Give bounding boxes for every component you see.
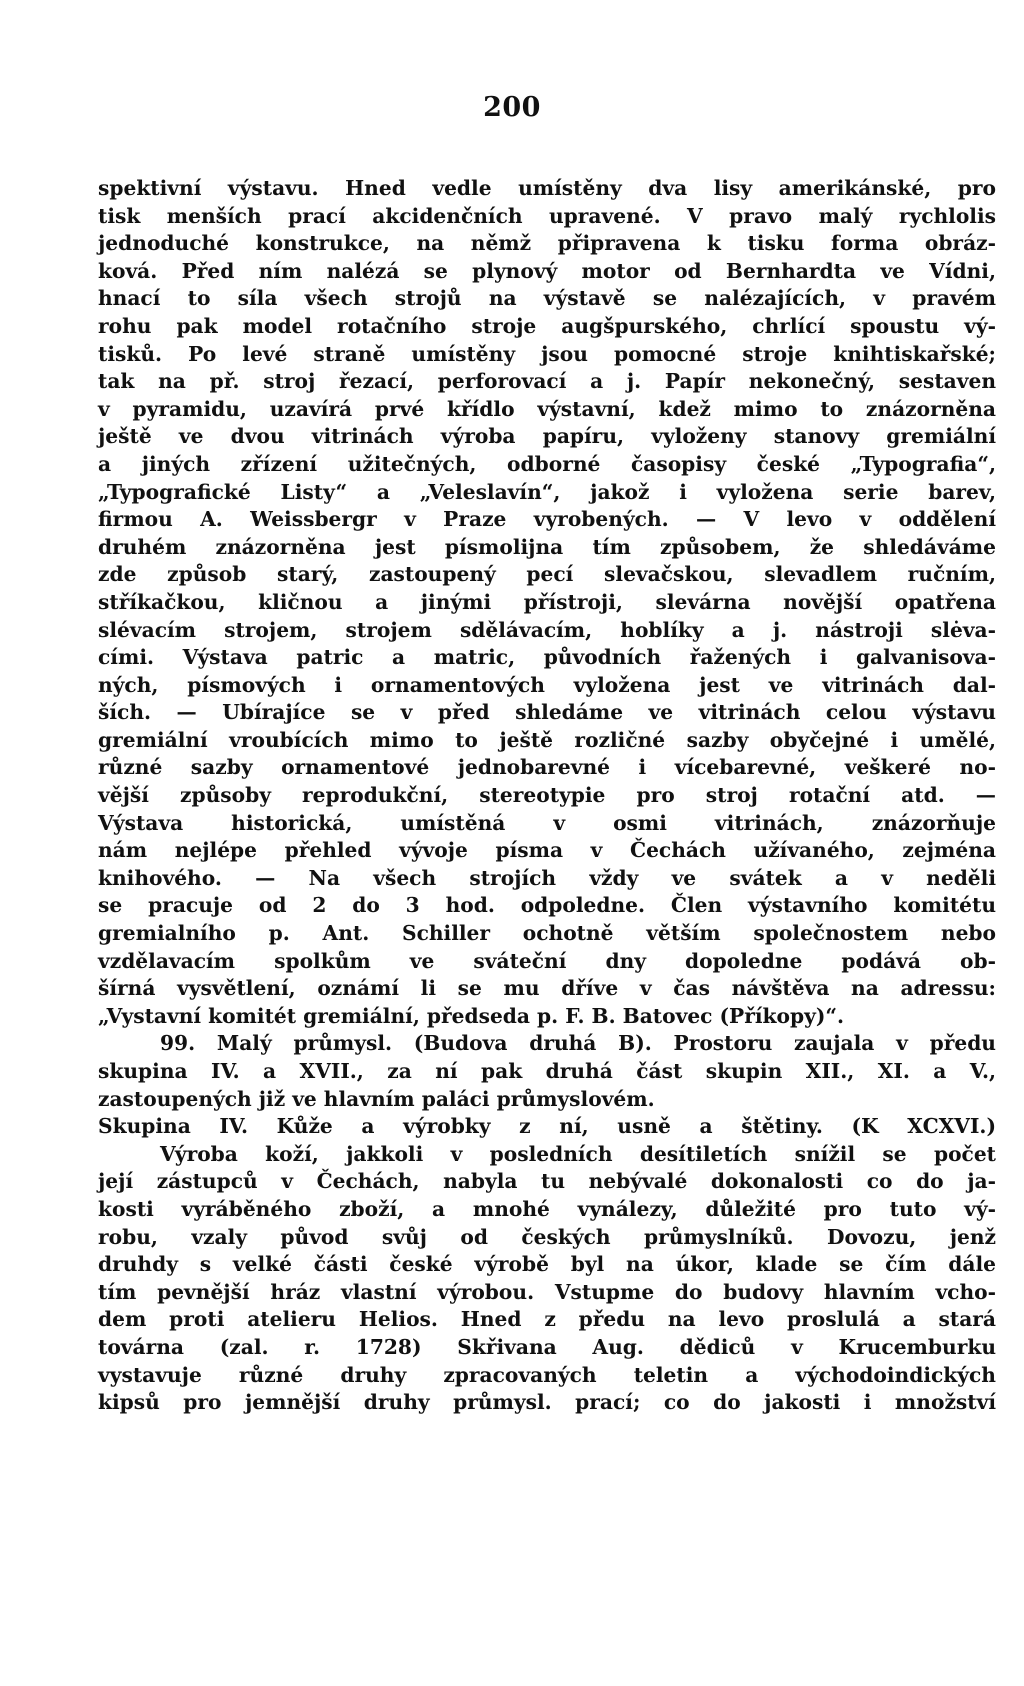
text-line: „Vystavní komitét gremiální, předseda p. F. B. Batovec (Příkopy)“. (98, 1003, 845, 1028)
text-line: druhém znázorněna jest písmolijna tím způsobem, že shledáváme (98, 534, 996, 559)
text-line: ková. Před ním nalézá se plynový motor od Bernhardta ve Vídni, (98, 258, 996, 283)
text-line: cími. Výstava patric a matric, původních řažených i galvanisova- (98, 645, 996, 670)
text-line: továrna (zal. r. 1728) Skřivana Aug. dědiců v Krucemburku (98, 1334, 996, 1359)
text-line: v pyramidu, uzavírá prvé křídlo výstavní, kdež mimo to znázorněna (98, 396, 996, 421)
text-line: a jiných zřízení užitečných, odborné časopisy české „Typografia“, (98, 451, 996, 476)
text-line: ných, písmových i ornamentových vyložena jest ve vitrinách dal- (98, 672, 996, 697)
text-line: „Typografické Listy“ a „Veleslavín“, jakož i vyložena serie barev, (98, 479, 996, 504)
text-line: dem proti atelieru Helios. Hned z předu na levo proslulá a stará (98, 1307, 996, 1332)
text-line: kosti vyráběného zboží, a mnohé vynálezy, důležité pro tuto vý- (98, 1196, 996, 1221)
text-line: tisků. Po levé straně umístěny jsou pomocné stroje knihtiskařské; (98, 341, 996, 366)
text-line: firmou A. Weissbergr v Praze vyrobených. — V levo v oddělení (98, 507, 996, 532)
text-line: slévacím strojem, strojem sdělávacím, hoblíky a j. nástroji slėva- (98, 617, 996, 642)
text-line: kipsů pro jemnější druhy průmysl. prací; co do jakosti i množství (98, 1390, 996, 1415)
text-line: ještě ve dvou vitrinách výroba papíru, vyloženy stanovy gremiální (98, 424, 996, 449)
text-line: šírná vysvětlení, oznámí li se mu dříve v čas návštěva na adressu: (98, 976, 996, 1001)
text-line: zde způsob starý, zastoupený pecí slevačskou, slevadlem ručním, (98, 562, 996, 587)
section-heading-line: 99. Malý průmysl. (Budova druhá B). Prostoru zaujala v předu (160, 1031, 996, 1056)
text-line: knihového. — Na všech strojích vždy ve svátek a v neděli (98, 865, 996, 890)
text-line: druhdy s velké části české výrobě byl na úkor, klade se čím dále (98, 1252, 996, 1277)
subsection-heading-line: Skupina IV. Kůže a výrobky z ní, usně a štětiny. (K XCXVI.) (98, 1114, 996, 1139)
text-line: zastoupených již ve hlavním paláci průmyslovém. (98, 1086, 655, 1111)
text-line: rohu pak model rotačního stroje augšpurského, chrlící spoustu vý- (98, 313, 996, 338)
text-line: tak na př. stroj řezací, perforovací a j. Papír nekonečný, sestaven (98, 369, 996, 394)
text-line: tisk menších prací akcidenčních upravené. V pravo malý rychlolis (98, 203, 996, 228)
text-line: robu, vzaly původ svůj od českých průmyslníků. Dovozu, jenž (98, 1224, 996, 1249)
text-line: gremiální vroubících mimo to ještě rozličné sazby obyčejné i umělé, (98, 727, 996, 752)
text-line: hnací to síla všech strojů na výstavě se nalézajících, v pravém (98, 286, 996, 311)
text-line: vější způsoby reprodukční, stereotypie pro stroj rotační atd. — (98, 783, 996, 808)
text-line: Výstava historická, umístěná v osmi vitrinách, znázorňuje (98, 810, 996, 835)
text-line: Výroba koží, jakkoli v posledních desítiletích snížil se počet (160, 1141, 996, 1166)
text-line: nám nejlépe přehled vývoje písma v Čechách užívaného, zejména (98, 838, 996, 863)
text-line: se pracuje od 2 do 3 hod. odpoledne. Člen výstavního komitétu (98, 893, 996, 918)
text-line: vystavuje různé druhy zpracovaných teletin a východoindických (98, 1362, 996, 1387)
text-line: jednoduché konstrukce, na němž připravena k tisku forma obráz- (98, 231, 996, 256)
text-line: různé sazby ornamentové jednobarevné i vícebarevné, veškeré no- (98, 755, 996, 780)
text-line: gremialního p. Ant. Schiller ochotně větším společnostem nebo (98, 921, 996, 946)
text-line: její zástupců v Čechách, nabyla tu nebývalé dokonalosti co do ja- (98, 1169, 996, 1194)
text-line: ších. — Ubírajíce se v před shledáme ve vitrinách celou výstavu (98, 700, 996, 725)
text-line: skupina IV. a XVII., za ní pak druhá část skupin XII., XI. a V., (98, 1059, 996, 1083)
text-line: tím pevnější hráz vlastní výrobou. Vstupme do budovy hlavním vcho- (98, 1279, 996, 1304)
text-line: spektivní výstavu. Hned vedle umístěny dva lisy amerikánské, pro (98, 176, 996, 200)
page-number: 200 (483, 92, 541, 123)
body-text (98, 175, 996, 1417)
text-line: vzdělavacím spolkům ve sváteční dny dopoledne podává ob- (98, 948, 996, 973)
text-line: stříkačkou, kličnou a jinými přístroji, slevárna novější opatřena (98, 589, 996, 614)
